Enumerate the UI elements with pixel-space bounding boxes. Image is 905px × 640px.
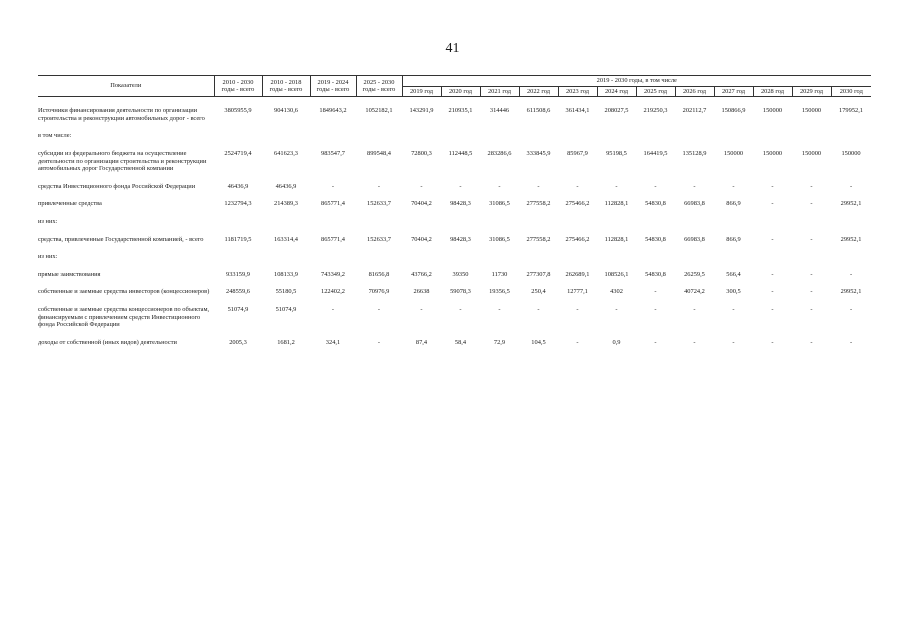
table-cell: 112448,5 bbox=[448, 149, 473, 157]
table-cell: - bbox=[810, 200, 813, 208]
table-cell: 866,9 bbox=[726, 200, 741, 208]
table-cell: 164419,5 bbox=[643, 149, 668, 157]
table-cell: - bbox=[537, 182, 540, 190]
table-cell: - bbox=[498, 305, 501, 313]
table-cell bbox=[519, 132, 558, 140]
header-year: 2020 год bbox=[441, 86, 480, 97]
table-cell: 98428,3 bbox=[450, 200, 471, 208]
table-cell bbox=[675, 218, 714, 226]
table-cell: 58,4 bbox=[454, 338, 467, 346]
table-cell: 611508,6 bbox=[526, 107, 551, 115]
table-cell: 51074,9 bbox=[227, 305, 249, 313]
table-cell bbox=[519, 218, 558, 226]
table-cell: - bbox=[576, 305, 579, 313]
header-year: 2024 год bbox=[597, 86, 636, 97]
table-cell bbox=[402, 218, 441, 226]
table-cell: - bbox=[810, 338, 813, 346]
table-cell: 1681,2 bbox=[277, 338, 295, 346]
table-cell: 55180,5 bbox=[275, 288, 297, 296]
table-cell: - bbox=[615, 182, 618, 190]
table-row bbox=[38, 271, 871, 279]
table-cell bbox=[831, 132, 871, 140]
table-cell: 3805955,9 bbox=[224, 107, 252, 115]
table-cell bbox=[402, 253, 441, 261]
header-year: 2023 год bbox=[558, 86, 597, 97]
table-cell: 59078,3 bbox=[450, 288, 471, 296]
table-cell bbox=[597, 218, 636, 226]
table-row bbox=[38, 306, 871, 329]
table-cell bbox=[714, 253, 753, 261]
table-cell: 163314,4 bbox=[274, 235, 298, 243]
table-cell bbox=[714, 218, 753, 226]
table-cell bbox=[753, 132, 792, 140]
table-cell bbox=[480, 253, 519, 261]
row-label: средства, привлеченные Государственной компанией, - всего bbox=[38, 235, 204, 243]
table-cell: 70404,2 bbox=[411, 235, 432, 243]
table-cell: - bbox=[576, 182, 579, 190]
table-cell bbox=[480, 218, 519, 226]
table-cell: - bbox=[771, 182, 774, 190]
table-cell: 19356,5 bbox=[489, 288, 510, 296]
table-cell bbox=[356, 132, 402, 140]
table-cell: 46436,9 bbox=[275, 182, 297, 190]
table-cell: 29952,1 bbox=[840, 200, 862, 208]
table-cell bbox=[480, 132, 519, 140]
table-row bbox=[38, 132, 871, 140]
table-cell: - bbox=[331, 305, 335, 313]
table-cell: 150000 bbox=[762, 149, 783, 157]
table-cell: 26259,5 bbox=[684, 270, 705, 278]
table-cell: 865771,4 bbox=[321, 235, 345, 243]
table-cell: 262689,1 bbox=[565, 270, 590, 278]
table-cell bbox=[597, 132, 636, 140]
row-label: собственные и заемные средства инвесторов (концессионеров) bbox=[38, 288, 210, 296]
header-span-title: 2019 - 2030 годы, в том числе bbox=[402, 76, 871, 87]
table-cell: - bbox=[771, 338, 774, 346]
table-cell: - bbox=[654, 305, 657, 313]
table-cell bbox=[753, 253, 792, 261]
table-cell: 95198,5 bbox=[606, 149, 627, 157]
table-cell: 324,1 bbox=[325, 338, 341, 346]
table-cell: 1052182,1 bbox=[365, 107, 393, 115]
row-label: в том числе: bbox=[38, 132, 72, 140]
table-row bbox=[38, 218, 871, 226]
table-cell bbox=[558, 218, 597, 226]
row-label: собственные и заемные средства концессионеров по объектам, финансируемым с привлечением средств Инвестиционного фонда Российской Федерации bbox=[38, 305, 210, 329]
table-cell: 743349,2 bbox=[321, 270, 345, 278]
page-number: 41 bbox=[445, 41, 460, 56]
table-cell: 54830,8 bbox=[645, 235, 666, 243]
row-label: из них: bbox=[38, 217, 58, 225]
header-year: 2025 год bbox=[636, 86, 675, 97]
table-cell: 208027,5 bbox=[604, 107, 629, 115]
table-cell: - bbox=[377, 182, 381, 190]
table-cell: - bbox=[693, 305, 696, 313]
table-cell: 66983,8 bbox=[684, 200, 705, 208]
table-cell: 0,9 bbox=[612, 338, 621, 346]
table-cell: 904130,6 bbox=[274, 107, 298, 115]
table-row bbox=[38, 150, 871, 173]
table-cell bbox=[636, 132, 675, 140]
table-cell bbox=[675, 132, 714, 140]
table-cell bbox=[310, 253, 356, 261]
header-year: 2022 год bbox=[519, 86, 558, 97]
table-row bbox=[38, 253, 871, 261]
table-cell: 122402,2 bbox=[321, 288, 345, 296]
table-cell: 214389,3 bbox=[274, 200, 298, 208]
table-cell: 54830,8 bbox=[645, 270, 666, 278]
table-cell: - bbox=[420, 305, 423, 313]
table-cell: 250,4 bbox=[531, 288, 546, 296]
header-indicator: Показатели bbox=[38, 76, 214, 97]
table-cell: 29952,1 bbox=[840, 235, 862, 243]
table-cell: 150866,9 bbox=[721, 107, 746, 115]
table-cell: - bbox=[771, 200, 774, 208]
table-row bbox=[38, 107, 871, 122]
table-cell bbox=[441, 132, 480, 140]
table-cell: 152633,7 bbox=[367, 200, 391, 208]
table-cell bbox=[831, 253, 871, 261]
table-cell: 865771,4 bbox=[321, 200, 345, 208]
table-row bbox=[38, 288, 871, 296]
table-cell: 566,4 bbox=[726, 270, 741, 278]
table-cell: - bbox=[732, 182, 735, 190]
table-cell: 333845,9 bbox=[526, 149, 551, 157]
table-cell: - bbox=[377, 305, 381, 313]
table-cell: 12777,1 bbox=[567, 288, 588, 296]
table-row bbox=[38, 200, 871, 208]
table-cell: 1232794,3 bbox=[224, 200, 252, 208]
header-year: 2028 год bbox=[753, 86, 792, 97]
table-cell: - bbox=[654, 288, 657, 296]
table-cell bbox=[262, 253, 310, 261]
table-cell: - bbox=[331, 182, 335, 190]
header-period-3: 2025 - 2030 годы - всего bbox=[356, 76, 402, 97]
header-year: 2030 год bbox=[831, 86, 871, 97]
table-cell: 152633,7 bbox=[367, 235, 391, 243]
table-cell: 72,9 bbox=[493, 338, 506, 346]
table-cell: 248559,6 bbox=[226, 288, 250, 296]
table-cell bbox=[262, 218, 310, 226]
table-cell: - bbox=[849, 338, 853, 346]
table-cell: 2005,3 bbox=[229, 338, 247, 346]
table-cell: 85967,9 bbox=[567, 149, 588, 157]
table-cell bbox=[792, 218, 831, 226]
table-cell: 275466,2 bbox=[565, 235, 590, 243]
table-cell: - bbox=[654, 338, 657, 346]
table-cell: 933159,9 bbox=[226, 270, 250, 278]
table-cell: 277307,8 bbox=[526, 270, 551, 278]
table-cell: - bbox=[810, 182, 813, 190]
table-cell bbox=[214, 218, 262, 226]
table-cell: - bbox=[810, 305, 813, 313]
row-label: средства Инвестиционного фонда Российской Федерации bbox=[38, 182, 196, 190]
row-label: субсидии из федерального бюджета на осуществление деятельности по организации строительства и реконструкции автомобильных дорог Государственной компании bbox=[38, 149, 207, 173]
table-cell: 43766,2 bbox=[411, 270, 432, 278]
table-cell bbox=[402, 132, 441, 140]
table-cell: 983547,7 bbox=[321, 149, 345, 157]
header-year: 2029 год bbox=[792, 86, 831, 97]
table-cell bbox=[519, 253, 558, 261]
table-cell bbox=[262, 132, 310, 140]
table-cell: - bbox=[771, 235, 774, 243]
table-cell: 72800,3 bbox=[411, 149, 432, 157]
table-cell: - bbox=[537, 305, 540, 313]
table-cell bbox=[597, 253, 636, 261]
row-label: доходы от собственной (иных видов) деятельности bbox=[38, 338, 177, 346]
table-cell: 54830,8 bbox=[645, 200, 666, 208]
table-cell: 4302 bbox=[610, 288, 623, 296]
header-year: 2019 год bbox=[402, 86, 441, 97]
table-cell: 98428,3 bbox=[450, 235, 471, 243]
table-cell: 277558,2 bbox=[526, 235, 551, 243]
table-cell bbox=[636, 218, 675, 226]
table-cell bbox=[214, 132, 262, 140]
table-cell: 143291,9 bbox=[409, 107, 434, 115]
table-cell bbox=[558, 253, 597, 261]
table-cell: 219250,3 bbox=[643, 107, 668, 115]
table-cell: - bbox=[732, 338, 735, 346]
table-cell: 899548,4 bbox=[367, 149, 391, 157]
table-cell: 104,5 bbox=[531, 338, 546, 346]
table-row bbox=[38, 339, 871, 347]
row-label: прямые заимствования bbox=[38, 270, 101, 278]
table-cell bbox=[558, 132, 597, 140]
table-cell: 108526,1 bbox=[604, 270, 629, 278]
table-cell: 26638 bbox=[413, 288, 430, 296]
table-row bbox=[38, 183, 871, 191]
header-period-0: 2010 - 2030 годы - всего bbox=[214, 76, 262, 97]
table-cell: - bbox=[849, 270, 853, 278]
row-label: из них: bbox=[38, 253, 58, 261]
table-cell: - bbox=[420, 182, 423, 190]
table-cell: - bbox=[771, 270, 774, 278]
table-cell: 150000 bbox=[841, 149, 861, 157]
header-row-top bbox=[38, 76, 871, 87]
table-cell: 108133,9 bbox=[274, 270, 298, 278]
financing-table bbox=[38, 75, 871, 356]
table-cell bbox=[792, 253, 831, 261]
table-cell: 210935,1 bbox=[448, 107, 473, 115]
row-label: Источники финансирования деятельности по организации строительства и реконструкции автомобильных дорог - всего bbox=[38, 107, 205, 122]
table-cell: - bbox=[732, 305, 735, 313]
table-cell: 283286,6 bbox=[487, 149, 512, 157]
table-cell: 641623,3 bbox=[274, 149, 298, 157]
table-cell bbox=[675, 253, 714, 261]
table-cell bbox=[441, 253, 480, 261]
table-cell: 2524719,4 bbox=[224, 149, 252, 157]
table-row bbox=[38, 236, 871, 244]
table-cell: 866,9 bbox=[726, 235, 741, 243]
table-cell: 112828,1 bbox=[604, 200, 629, 208]
table-cell bbox=[310, 132, 356, 140]
table-cell: - bbox=[459, 305, 462, 313]
table-cell: 81656,8 bbox=[368, 270, 390, 278]
table-cell: 135128,9 bbox=[682, 149, 707, 157]
table-cell: - bbox=[459, 182, 462, 190]
header-period-1: 2010 - 2018 годы - всего bbox=[262, 76, 310, 97]
table-cell bbox=[753, 218, 792, 226]
table-cell: 70976,9 bbox=[368, 288, 390, 296]
table-cell: - bbox=[849, 305, 853, 313]
table-cell: 300,5 bbox=[726, 288, 741, 296]
table-cell: 46436,9 bbox=[227, 182, 249, 190]
table-cell: 70404,2 bbox=[411, 200, 432, 208]
table-cell: 202112,7 bbox=[682, 107, 707, 115]
table-cell: - bbox=[498, 182, 501, 190]
table-cell: - bbox=[771, 288, 774, 296]
table-cell bbox=[356, 218, 402, 226]
table-cell: 277558,2 bbox=[526, 200, 551, 208]
table-cell bbox=[792, 132, 831, 140]
table-cell: 150000 bbox=[762, 107, 783, 115]
table-cell: 31086,5 bbox=[489, 200, 510, 208]
header-year: 2021 год bbox=[480, 86, 519, 97]
table-cell: 29952,1 bbox=[840, 288, 862, 296]
table-cell: 275466,2 bbox=[565, 200, 590, 208]
table-cell: 87,4 bbox=[415, 338, 428, 346]
table-cell: - bbox=[810, 270, 813, 278]
table-cell: - bbox=[693, 338, 696, 346]
table-cell bbox=[714, 132, 753, 140]
table-cell: 31086,5 bbox=[489, 235, 510, 243]
table-cell: - bbox=[810, 235, 813, 243]
table-cell bbox=[356, 253, 402, 261]
table-cell: - bbox=[810, 288, 813, 296]
table-cell: 1181719,5 bbox=[224, 235, 252, 243]
table-cell: 314446 bbox=[489, 107, 510, 115]
table-cell: 179952,1 bbox=[839, 107, 863, 115]
table-cell: 150000 bbox=[801, 107, 822, 115]
table-cell: 150000 bbox=[723, 149, 744, 157]
table-cell bbox=[831, 218, 871, 226]
table-cell: - bbox=[849, 182, 853, 190]
table-cell: 150000 bbox=[801, 149, 822, 157]
table-cell bbox=[636, 253, 675, 261]
table-cell: - bbox=[615, 305, 618, 313]
table-cell: 40724,2 bbox=[684, 288, 705, 296]
table-cell: 112828,1 bbox=[604, 235, 629, 243]
table-cell bbox=[441, 218, 480, 226]
table-cell: - bbox=[693, 182, 696, 190]
table-cell: 66983,8 bbox=[684, 235, 705, 243]
header-year: 2026 год bbox=[675, 86, 714, 97]
table-cell: 51074,9 bbox=[275, 305, 297, 313]
table-cell: 361434,1 bbox=[565, 107, 590, 115]
header-year: 2027 год bbox=[714, 86, 753, 97]
table-body bbox=[38, 97, 871, 357]
table-cell: 11730 bbox=[491, 270, 508, 278]
table-cell: - bbox=[771, 305, 774, 313]
table-cell bbox=[214, 253, 262, 261]
header-period-2: 2019 - 2024 годы - всего bbox=[310, 76, 356, 97]
table-cell: - bbox=[377, 338, 381, 346]
table-cell: - bbox=[654, 182, 657, 190]
table-cell bbox=[310, 218, 356, 226]
table-cell: 39350 bbox=[452, 270, 469, 278]
row-label: привлеченные средства bbox=[38, 200, 102, 208]
table-cell: - bbox=[576, 338, 579, 346]
table-cell: 1849643,2 bbox=[319, 107, 347, 115]
